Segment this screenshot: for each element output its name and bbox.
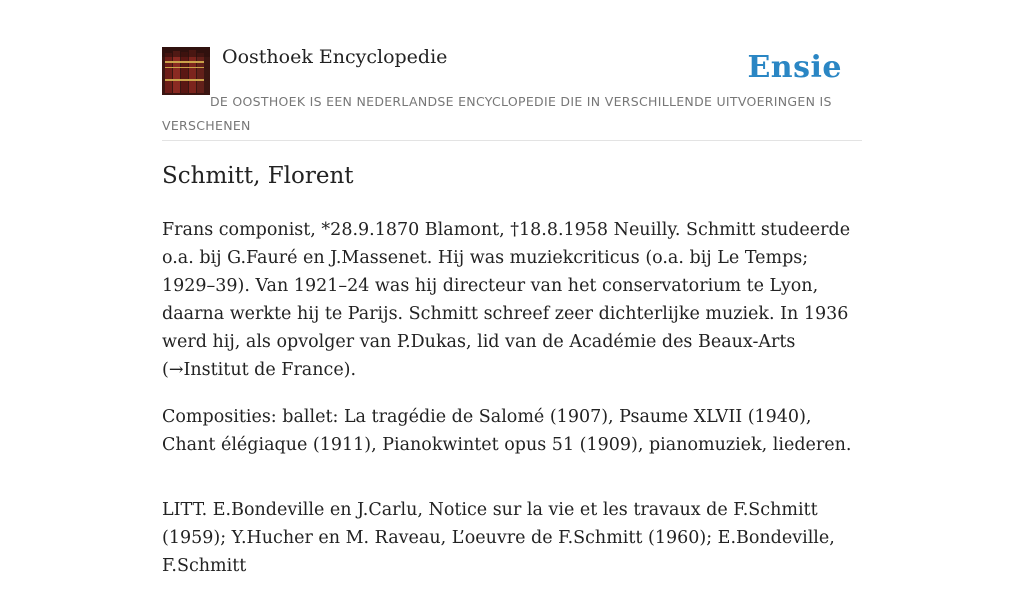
site-tagline: DE OOSTHOEK IS EEN NEDERLANDSE ENCYCLOPEDIE DIE IN VERSCHILLENDE UITVOERINGEN IS VERSCHENEN xyxy=(162,94,832,133)
book-spines-icon xyxy=(162,47,210,95)
avatar[interactable] xyxy=(162,47,210,95)
page-container xyxy=(162,0,862,576)
article-title: Schmitt, Florent xyxy=(162,163,354,189)
site-title[interactable]: Oosthoek Encyclopedie xyxy=(222,46,448,68)
site-header xyxy=(162,0,862,141)
article-body xyxy=(162,216,862,599)
ensie-logo[interactable]: Ensie xyxy=(747,50,842,85)
article-paragraph-literature: LITT. E.Bondeville en J.Carlu, Notice sur la vie et les travaux de F.Schmitt (1959); Y.Hucher en M. Raveau, L’oeuvre de F.Schmitt (1960); E.Bondeville, F.Schmitt xyxy=(162,500,835,576)
article-paragraph-compositions: Composities: ballet: La tragédie de Salomé (1907), Psaume XLVII (1940), Chant élégiaque (1911), Pianokwintet opus 51 (1909), pianomuziek, liederen. xyxy=(162,407,852,455)
article-paragraph-description: Frans componist, *28.9.1870 Blamont, †18.8.1958 Neuilly. Schmitt studeerde o.a. bij G.Fauré en J.Massenet. Hij was muziekcriticus (o.a. bij Le Temps; 1929–39). Van 1921–24 was hij directeur van het conservatorium te Lyon, daarna werkte hij te Parijs. Schmitt schreef zeer dichterlijke muziek. In 1936 werd hij, als opvolger van P.Dukas, lid van de Académie des Beaux-Arts (→Institut de France). xyxy=(162,220,851,380)
